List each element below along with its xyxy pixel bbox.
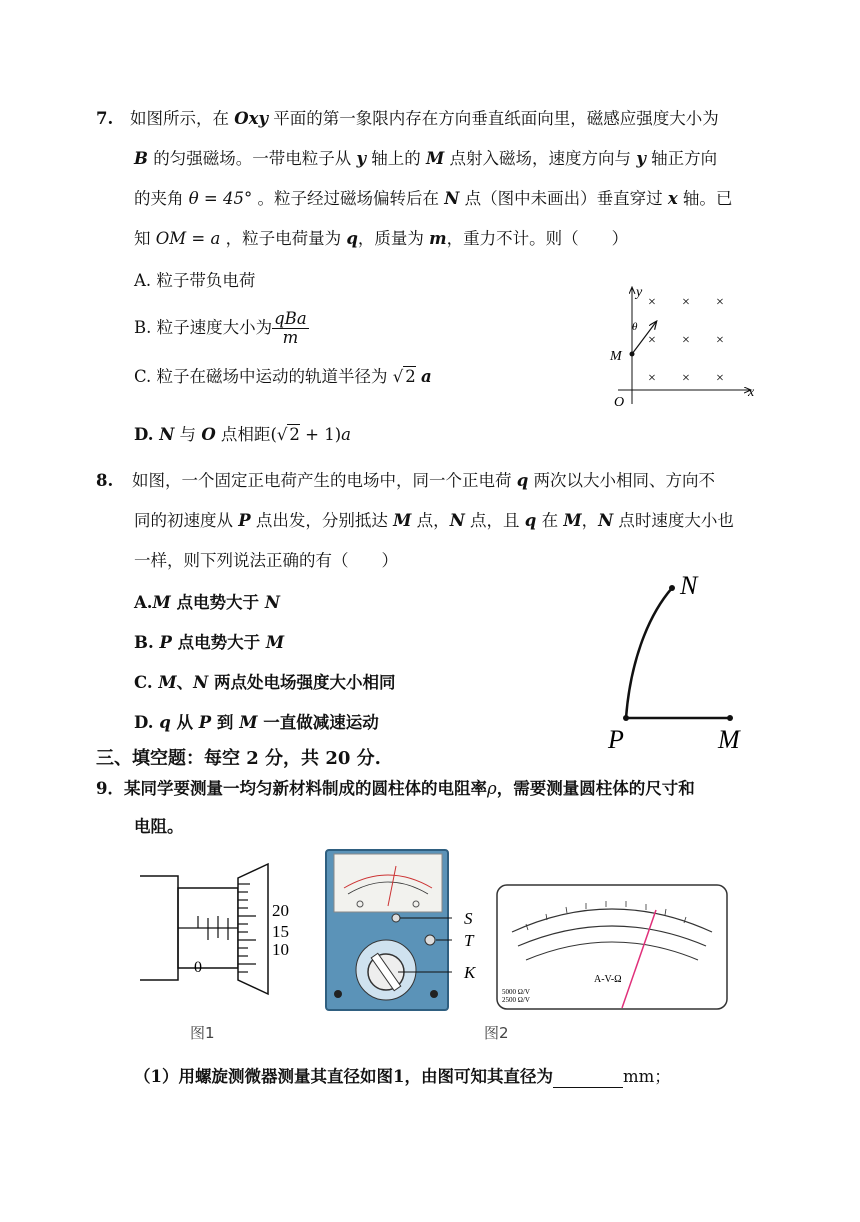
q7-option-a: A. 粒子带负电荷: [134, 271, 256, 290]
section-heading: 三、填空题：每空 2 分，共 20 分.: [96, 748, 381, 769]
q7-line-3: 的夹角 θ = 45° 。粒子经过磁场偏转后在 N 点（图中未画出）垂直穿过 x 轴。已: [134, 189, 733, 208]
fraction: $\frac{\text{qBa}}{m}$: [274, 309, 307, 347]
thimble-label-20: 20: [272, 901, 289, 920]
point-m-label: M: [610, 349, 622, 364]
thimble-label-15: 15: [272, 922, 289, 941]
cross-mark: ×: [648, 295, 656, 310]
q8-option-b: B. P 点电势大于 M: [134, 633, 285, 652]
q7-line-2: B 的匀强磁场。一带电粒子从 y 轴上的 M 点射入磁场，速度方向与 y 轴正方向: [134, 149, 718, 168]
q8-option-d: D. q 从 P 到 M 一直做减速运动: [134, 713, 379, 732]
q9-line-2: 电阻。: [134, 817, 184, 836]
q7-option-b: B. 粒子速度大小为 $\frac{\text{qBa}}{m}$: [134, 309, 307, 347]
point-p: [623, 715, 629, 721]
q7-magnetic-field-figure: [600, 282, 765, 412]
cross-mark: ×: [648, 333, 656, 348]
q7-option-d: D. N 与 O 点相距(√ 2 + 1)a: [134, 425, 351, 444]
theta-label: θ: [632, 321, 638, 333]
spec-label-2: 2500 Ω/V: [502, 996, 530, 1004]
cross-mark: ×: [648, 371, 656, 386]
point-m: [727, 715, 733, 721]
answer-blank[interactable]: [553, 1071, 623, 1088]
point-m-label: M: [718, 725, 740, 754]
q8-number: 8.: [96, 471, 114, 490]
q9-part-1: （1）用螺旋测微器测量其直径如图1，由图可知其直径为 mm；: [134, 1067, 671, 1086]
meter-dial-figure: [496, 884, 728, 1012]
q8-line-2: 同的初速度从 P 点出发，分别抵达 M 点，N 点，且 q 在 M，N 点时速度大小也: [134, 511, 734, 530]
field-crosses: [648, 295, 724, 386]
multimeter-dial-window: [334, 854, 442, 912]
avo-label: A-V-Ω: [594, 974, 622, 985]
label-k: K: [464, 963, 476, 982]
cross-mark: ×: [682, 295, 690, 310]
cross-mark: ×: [682, 333, 690, 348]
knob-t[interactable]: [425, 935, 435, 945]
q8-option-c: C. M、N 两点处电场强度大小相同: [134, 673, 396, 692]
path-p-to-n: [626, 588, 672, 718]
q8-line-3: 一样，则下列说法正确的有（ ）: [134, 551, 398, 570]
cross-mark: ×: [716, 333, 724, 348]
label-t: T: [464, 931, 474, 950]
origin-label: O: [614, 395, 625, 410]
q7-number: 7.: [96, 109, 114, 128]
label-s: S: [464, 909, 473, 928]
x-axis-label: x: [748, 385, 755, 400]
knob-s[interactable]: [392, 914, 400, 922]
point-n-label: N: [680, 571, 698, 600]
q7-line-4: 知 OM = a ，粒子电荷量为 q，质量为 m，重力不计。则（ ）: [134, 229, 629, 248]
q7-option-c: C. 粒子在磁场中运动的轨道半径为 √ 2 a: [134, 367, 432, 386]
q8-option-a: A.M 点电势大于 N: [134, 593, 280, 612]
point-n: [669, 585, 675, 591]
y-axis-label: y: [636, 285, 643, 300]
multimeter-figure: [324, 848, 484, 1014]
q9-line-1: 9．某同学要测量一均匀新材料制成的圆柱体的电阻率ρ，需要测量圆柱体的尺寸和: [96, 779, 695, 798]
cross-mark: ×: [682, 371, 690, 386]
thimble-label-10: 10: [272, 940, 289, 959]
cross-mark: ×: [716, 371, 724, 386]
q7-line-1: 如图所示，在 Oxy 平面的第一象限内存在方向垂直纸面向里，磁感应强度大小为: [130, 109, 719, 128]
figure-1-caption: 图1: [190, 1024, 215, 1042]
q8-line-1: 如图，一个固定正电荷产生的电场中，同一个正电荷 q 两次以大小相同、方向不: [132, 471, 716, 490]
cross-mark: ×: [716, 295, 724, 310]
q8-trajectory-figure: [600, 566, 760, 756]
micrometer-figure: [140, 858, 310, 1008]
spec-label-1: 5000 Ω/V: [502, 988, 530, 996]
point-p-label: P: [608, 725, 624, 754]
figure-2-caption: 图2: [484, 1024, 509, 1042]
sleeve-zero-label: 0: [194, 959, 202, 976]
